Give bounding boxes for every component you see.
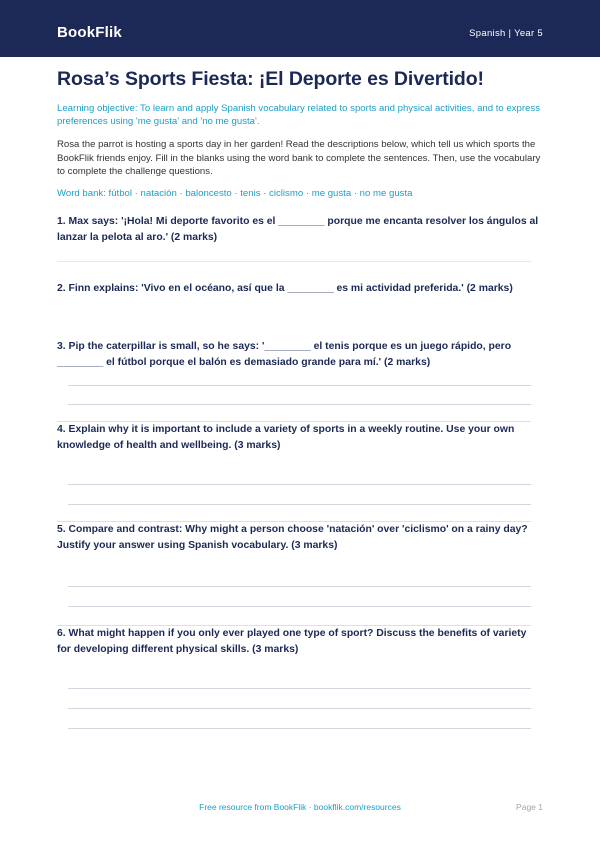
worksheet-intro xyxy=(57,66,543,200)
brand-logo: BookFlik xyxy=(57,24,122,41)
answer-line[interactable] xyxy=(68,728,531,729)
question-3: 3. Pip the caterpillar is small, so he says: '________ el tenis porque es un juego rápido, pero ________ el fútbol porque el balón es demasiado grande para mí.' (2 marks) xyxy=(57,341,512,368)
question-6: 6. What might happen if you only ever played one type of sport? Discuss the benefits of variety for developing different physical skills. (3 marks) xyxy=(57,628,527,655)
answer-line[interactable] xyxy=(68,708,531,709)
answer-line[interactable] xyxy=(68,484,531,485)
answer-line[interactable] xyxy=(68,404,531,405)
intro-paragraph: Rosa the parrot is hosting a sports day in her garden! Read the descriptions below, which tell us which sports the BookFlik friends enjoy. Fill in the blanks using the word bank to complete the sentences. Then, use the vocabulary to complete the challenge questions. xyxy=(57,139,541,177)
question-divider xyxy=(57,325,531,326)
answer-line[interactable] xyxy=(57,261,531,262)
answer-line[interactable] xyxy=(68,504,531,505)
question-2: 2. Finn explains: 'Vivo en el océano, así que la ________ es mi actividad preferida.' (2 marks) xyxy=(57,283,513,294)
word-bank: Word bank: fútbol · natación · baloncesto · tenis · ciclismo · me gusta · no me gusta xyxy=(57,187,413,199)
answer-line[interactable] xyxy=(68,586,531,587)
page-number: Page 1 xyxy=(516,802,543,812)
header-bar xyxy=(0,0,600,57)
question-4: 4. Explain why it is important to include a variety of sports in a weekly routine. Use your own knowledge of health and wellbeing. (3 marks) xyxy=(57,424,515,451)
learning-objective: Learning objective: To learn and apply Spanish vocabulary related to sports and physical activities, and to express preferences using 'me gusta' and 'no me gusta'. xyxy=(57,103,540,127)
footer-credit: Free resource from BookFlik · bookflik.com/resources xyxy=(199,802,401,812)
question-1: 1. Max says: '¡Hola! Mi deporte favorito es el ________ porque me encanta resolver los ángulos al lanzar la pelota al aro.' (2 marks) xyxy=(57,216,539,243)
answer-line[interactable] xyxy=(68,385,531,386)
page-title: Rosa’s Sports Fiesta: ¡El Deporte es Divertido! xyxy=(57,68,484,90)
answer-line[interactable] xyxy=(68,688,531,689)
question-5: 5. Compare and contrast: Why might a person choose 'natación' over 'ciclismo' on a rainy day? Justify your answer using Spanish vocabulary. (3 marks) xyxy=(57,524,528,551)
answer-line[interactable] xyxy=(68,606,531,607)
subject-year-label: Spanish | Year 5 xyxy=(469,28,543,39)
